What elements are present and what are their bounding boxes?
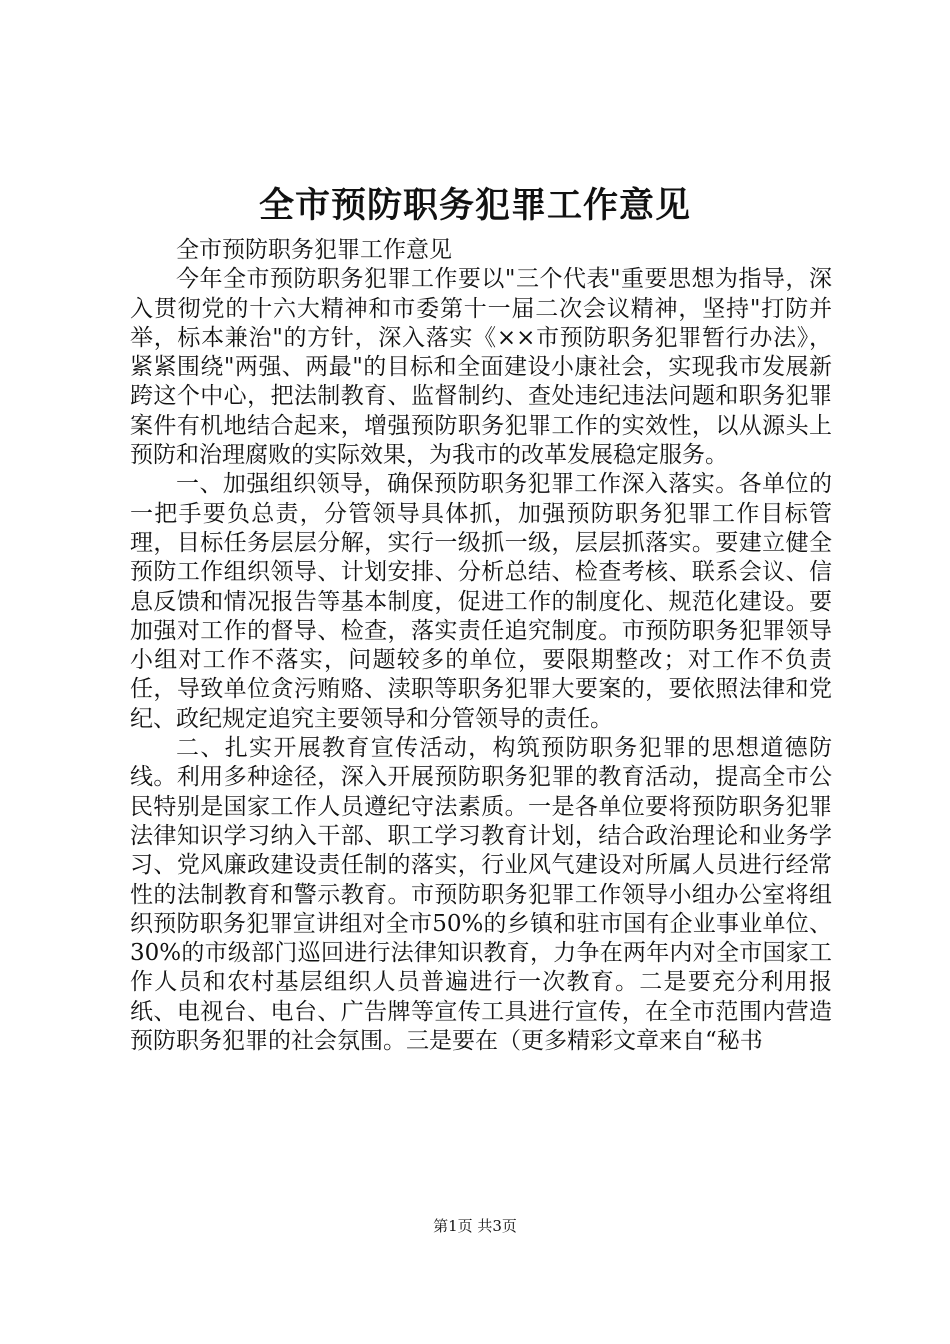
document-body [130, 236, 832, 1056]
document-title: 全市预防职务犯罪工作意见 [258, 185, 691, 226]
body-paragraph-intro: 今年全市预防职务犯罪工作要以"三个代表"重要思想为指导，深入贯彻党的十六大精神和市委第十一届二次会议精神，坚持"打防并举，标本兼治"的方针，深入落实《××市预防职务犯罪暂行办法》，紧紧围绕"两强、两最"的目标和全面建设小康社会，实现我市发展新跨这个中心，把法制教育、监督制约、查处违纪违法问题和职务犯罪案件有机地结合起来，增强预防职务犯罪工作的实效性，以从源头上预防和治理腐败的实际效果，为我市的改革发展稳定服务。 [130, 266, 832, 469]
body-paragraph-subtitle: 全市预防职务犯罪工作意见 [176, 237, 452, 263]
body-paragraph-section-one: 一、加强组织领导，确保预防职务犯罪工作深入落实。各单位的一把手要负总责，分管领导具体抓，加强预防职务犯罪工作目标管理，目标任务层层分解，实行一级抓一级，层层抓落实。要建立健全预防工作组织领导、计划安排、分析总结、检查考核、联系会议、信息反馈和情况报告等基本制度，促进工作的制度化、规范化建设。要加强对工作的督导、检查，落实责任追究制度。市预防职务犯罪领导小组对工作不落实，问题较多的单位，要限期整改；对工作不负责任，导致单位贪污贿赂、渎职等职务犯罪大要案的，要依照法律和党纪、政纪规定追究主要领导和分管领导的责任。 [130, 471, 832, 732]
body-paragraph-section-two: 二、扎实开展教育宣传活动，构筑预防职务犯罪的思想道德防线。利用多种途径，深入开展预防职务犯罪的教育活动，提高全市公民特别是国家工作人员遵纪守法素质。一是各单位要将预防职务犯罪法律知识学习纳入干部、职工学习教育计划，结合政治理论和业务学习、党风廉政建设责任制的落实，行业风气建设对所属人员进行经常性的法制教育和警示教育。市预防职务犯罪工作领导小组办公室将组织预防职务犯罪宣讲组对全市50%的乡镇和驻市国有企业事业单位、30%的市级部门巡回进行法律知识教育，力争在两年内对全市国家工作人员和农村基层组织人员普遍进行一次教育。二是要充分利用报纸、电视台、电台、广告牌等宣传工具进行宣传，在全市范围内营造预防职务犯罪的社会氛围。三是要在（更多精彩文章来自“秘书 [130, 735, 832, 1055]
page-number-indicator: 第1页 共3页 [433, 1217, 517, 1235]
page-footer [0, 1216, 950, 1236]
